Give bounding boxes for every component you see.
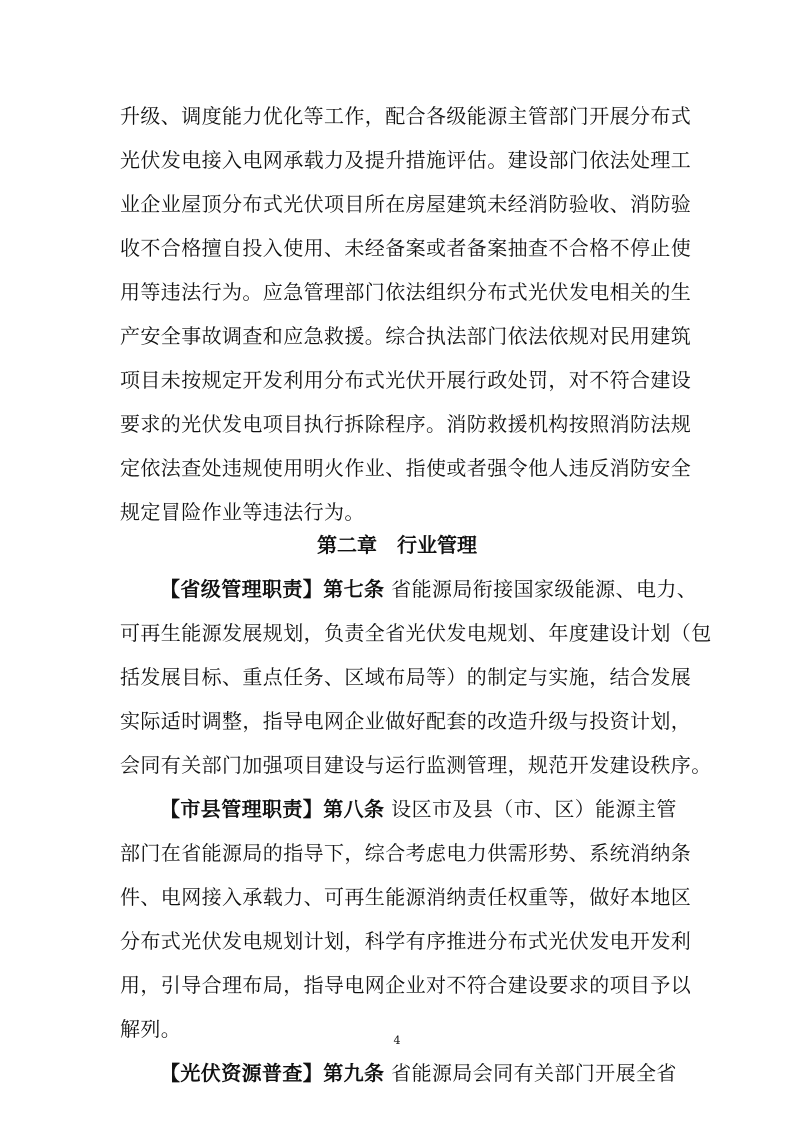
article-7 [120, 567, 712, 787]
text-line: 业企业屋顶分布式光伏项目所在房屋建筑未经消防验收、消防验 [120, 192, 692, 216]
article-8 [120, 787, 692, 1051]
text-line: 光伏发电接入电网承载力及提升措施评估。建设部门依法处理工 [120, 148, 692, 172]
text-line: 用，引导合理布局，指导电网企业对不符合建设要求的项目予以 [120, 973, 692, 997]
text-line: 产安全事故调查和应急救援。综合执法部门依法依规对民用建筑 [120, 324, 692, 348]
text-line: 可再生能源发展规划，负责全省光伏发电规划、年度建设计划（包 [120, 621, 712, 645]
article-label: 【市县管理职责】第八条 [160, 797, 385, 821]
article-label: 【光伏资源普查】第九条 [160, 1061, 385, 1085]
article-label: 【省级管理职责】第七条 [160, 577, 385, 601]
article-first-line [120, 787, 680, 831]
page-number: 4 [393, 1034, 401, 1047]
text-line: 定依法查处违规使用明火作业、指使或者强令他人违反消防安全 [120, 456, 692, 480]
text-line: 规定冒险作业等违法行为。 [120, 500, 365, 524]
text-line: 分布式光伏发电规划计划，科学有序推进分布式光伏发电开发利 [120, 929, 692, 953]
text-line: 会同有关部门加强项目建设与运行监测管理，规范开发建设秩序。 [120, 753, 712, 777]
text-line: 部门在省能源局的指导下，综合考虑电力供需形势、系统消纳条 [120, 841, 692, 865]
text-line: 项目未按规定开发利用分布式光伏开展行政处罚，对不符合建设 [120, 368, 692, 392]
article-text: 设区市及县（市、区）能源主管 [384, 797, 677, 821]
text-line: 用等违法行为。应急管理部门依法组织分布式光伏发电相关的生 [120, 280, 692, 304]
article-text: 省能源局会同有关部门开展全省 [384, 1061, 677, 1085]
paragraph-continuation [120, 94, 692, 534]
article-text: 省能源局衔接国家级能源、电力、 [384, 577, 698, 601]
text-line: 括发展目标、重点任务、区域布局等）的制定与实施，结合发展 [120, 665, 692, 689]
article-first-line [120, 567, 698, 611]
text-line: 解列。 [120, 1017, 182, 1041]
chapter-body [120, 567, 712, 1095]
article-first-line [120, 1051, 680, 1095]
chapter-heading: 第二章 行业管理 [317, 533, 477, 557]
article-9 [120, 1051, 680, 1095]
text-line: 升级、调度能力优化等工作，配合各级能源主管部门开展分布式 [120, 104, 692, 128]
text-line: 实际适时调整，指导电网企业做好配套的改造升级与投资计划， [120, 709, 692, 733]
text-line: 要求的光伏发电项目执行拆除程序。消防救援机构按照消防法规 [120, 412, 692, 436]
text-line: 收不合格擅自投入使用、未经备案或者备案抽查不合格不停止使 [120, 236, 692, 260]
text-line: 件、电网接入承载力、可再生能源消纳责任权重等，做好本地区 [120, 885, 692, 909]
